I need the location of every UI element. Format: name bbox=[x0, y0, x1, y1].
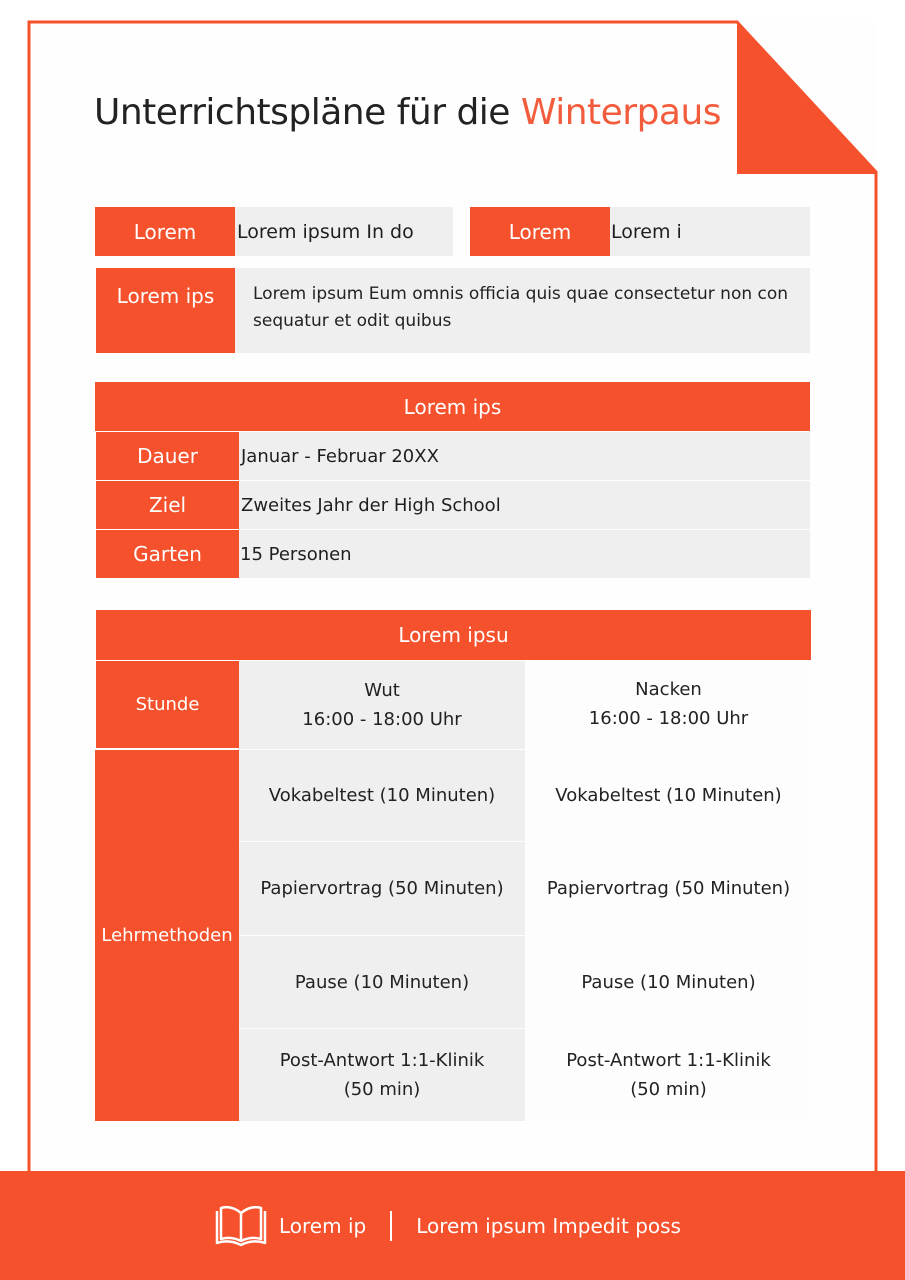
info-label-2: Lorem bbox=[470, 207, 610, 256]
method-4-day-2: Post-Antwort 1:1-Klinik (50 min) bbox=[526, 1029, 811, 1121]
method-2-day-2: Papiervortrag (50 Minuten) bbox=[526, 842, 811, 935]
footer-right-text: Lorem ipsum Impedit poss bbox=[416, 1214, 681, 1238]
open-book-icon bbox=[213, 1203, 269, 1249]
page-title bbox=[94, 92, 754, 142]
overview-header: Lorem ips bbox=[95, 382, 810, 431]
schedule-header: Lorem ipsu bbox=[96, 610, 811, 660]
schedule-day-2-time: 16:00 - 18:00 Uhr bbox=[588, 708, 749, 729]
schedule-day-1 bbox=[239, 661, 525, 749]
footer-left-text: Lorem ip bbox=[279, 1214, 367, 1238]
footer-content bbox=[213, 1201, 681, 1251]
info-label-1: Lorem bbox=[95, 207, 235, 256]
footer-divider bbox=[390, 1211, 392, 1241]
overview-label-group: Garten bbox=[96, 530, 239, 578]
method-1-day-2: Vokabeltest (10 Minuten) bbox=[526, 750, 811, 841]
method-3-day-1: Pause (10 Minuten) bbox=[239, 936, 525, 1028]
overview-value-duration: Januar - Februar 20XX bbox=[239, 432, 810, 480]
schedule-day-1-name: Wut bbox=[364, 680, 400, 701]
schedule-day-2-name: Nacken bbox=[635, 679, 702, 700]
overview-label-duration: Dauer bbox=[96, 432, 239, 480]
schedule-day-2 bbox=[526, 660, 811, 748]
method-3-day-2: Pause (10 Minuten) bbox=[526, 936, 811, 1028]
title-main: Unterrichtspläne für die bbox=[94, 92, 521, 133]
method-4-day-1: Post-Antwort 1:1-Klinik (50 min) bbox=[239, 1029, 525, 1121]
schedule-methods-label: Lehrmethoden bbox=[95, 750, 239, 1121]
title-accent: Winterpaus bbox=[520, 92, 722, 133]
info-value-1: Lorem ipsum In do bbox=[235, 207, 453, 256]
info-label-3: Lorem ips bbox=[96, 268, 235, 353]
info-value-2: Lorem i bbox=[610, 207, 810, 256]
info-description: Lorem ipsum Eum omnis officia quis quae consectetur non consequatur et odit quibus bbox=[235, 268, 810, 353]
overview-label-goal: Ziel bbox=[96, 481, 239, 529]
method-1-day-1: Vokabeltest (10 Minuten) bbox=[239, 750, 525, 841]
schedule-day-1-time: 16:00 - 18:00 Uhr bbox=[302, 709, 462, 730]
overview-value-goal: Zweites Jahr der High School bbox=[239, 481, 810, 529]
footer bbox=[0, 1171, 905, 1280]
overview-value-group: 15 Personen bbox=[239, 530, 810, 578]
schedule-hour-label: Stunde bbox=[96, 661, 239, 748]
method-2-day-1: Papiervortrag (50 Minuten) bbox=[239, 842, 525, 935]
